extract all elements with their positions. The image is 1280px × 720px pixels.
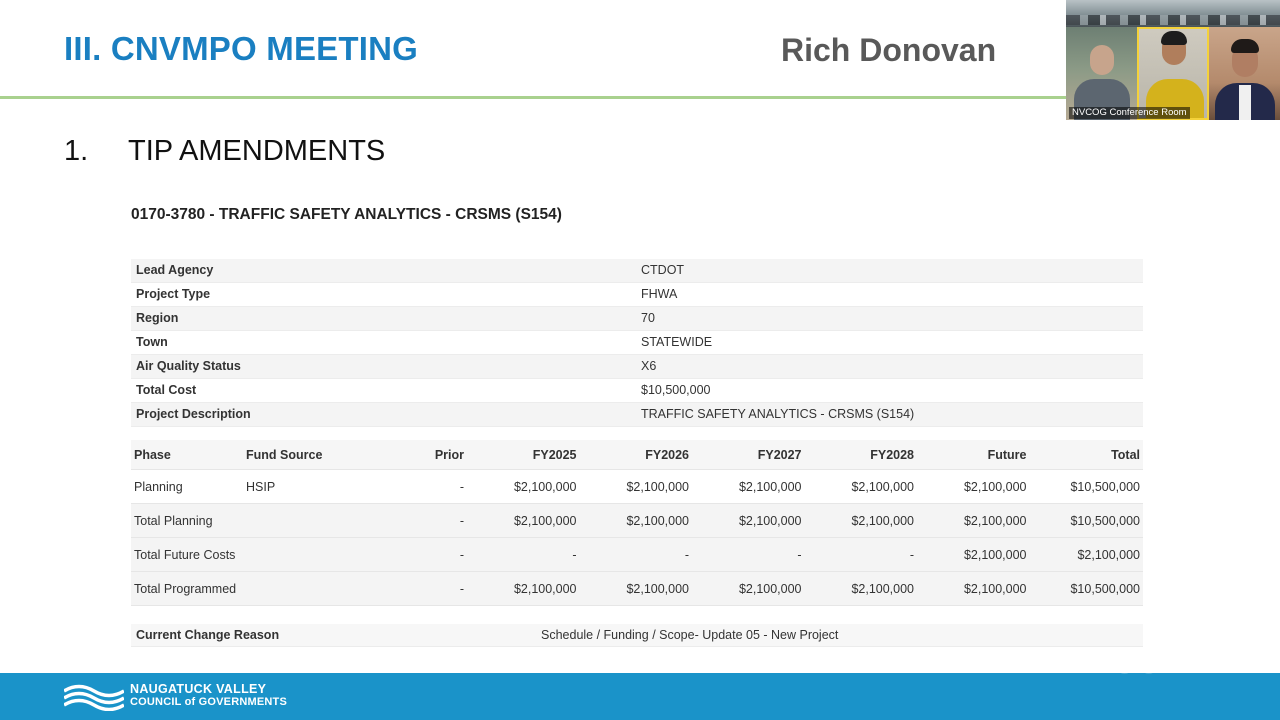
table-cell: $2,100,000 xyxy=(851,479,914,494)
table-cell: - xyxy=(459,581,464,596)
table-cell: HSIP xyxy=(246,479,276,494)
detail-value: 70 xyxy=(636,307,1143,330)
table-row xyxy=(131,470,1143,504)
column-header: Future xyxy=(987,447,1027,462)
detail-label: Lead Agency xyxy=(131,259,636,282)
detail-row-town xyxy=(131,331,1143,355)
table-cell: $10,500,000 xyxy=(1070,513,1140,528)
title-divider xyxy=(0,96,1066,99)
column-header: Total xyxy=(1111,447,1140,462)
column-header: Fund Source xyxy=(246,447,323,462)
detail-label: Region xyxy=(131,307,636,330)
column-header: FY2027 xyxy=(757,447,802,462)
table-row xyxy=(131,538,1143,572)
table-row xyxy=(131,504,1143,538)
zoom-watermark: zoom xyxy=(1093,640,1197,682)
column-header: FY2025 xyxy=(532,447,577,462)
column-header: FY2028 xyxy=(870,447,914,462)
change-reason-label: Current Change Reason xyxy=(136,628,280,642)
participant-hair xyxy=(1231,39,1259,53)
table-cell: $2,100,000 xyxy=(963,581,1027,596)
table-cell: $2,100,000 xyxy=(513,479,577,494)
detail-row-description xyxy=(131,403,1143,427)
detail-label: Air Quality Status xyxy=(131,355,636,378)
detail-value: $10,500,000 xyxy=(641,383,711,397)
table-cell: - xyxy=(459,479,464,494)
slide-title: III. CNVMPO MEETING xyxy=(64,30,418,67)
table-cell: $2,100,000 xyxy=(513,581,577,596)
table-cell: $2,100,000 xyxy=(963,479,1027,494)
detail-row-project-type xyxy=(131,283,1143,307)
table-cell: $2,100,000 xyxy=(963,513,1027,528)
detail-label: Total Cost xyxy=(136,383,197,397)
table-cell: - xyxy=(459,513,464,528)
table-cell: $2,100,000 xyxy=(738,581,802,596)
detail-label: Town xyxy=(136,335,168,349)
funding-table xyxy=(131,440,1143,606)
table-cell: $2,100,000 xyxy=(963,547,1027,562)
table-cell: Total Programmed xyxy=(134,581,237,596)
table-cell: - xyxy=(684,547,689,562)
table-cell: $10,500,000 xyxy=(1070,581,1140,596)
org-name-line2: COUNCIL of GOVERNMENTS xyxy=(130,696,287,708)
section-title: TIP AMENDMENTS xyxy=(128,135,386,167)
video-tile-participant[interactable] xyxy=(1209,27,1280,120)
detail-value: STATEWIDE xyxy=(641,335,713,349)
table-cell: $2,100,000 xyxy=(851,513,914,528)
column-header: Phase xyxy=(134,447,171,462)
table-cell: $2,100,000 xyxy=(738,513,802,528)
gallery-strip-video[interactable] xyxy=(1066,0,1280,27)
table-cell: $2,100,000 xyxy=(626,513,689,528)
participant-shirt xyxy=(1239,85,1251,120)
table-row xyxy=(131,572,1143,606)
org-name-line1: NAUGATUCK VALLEY xyxy=(130,682,267,696)
participant-head xyxy=(1090,45,1114,75)
detail-row-total-cost xyxy=(131,379,1143,403)
detail-row-lead-agency xyxy=(131,259,1143,283)
detail-row-air-quality xyxy=(131,355,1143,379)
column-header: Prior xyxy=(434,447,464,462)
table-cell: $2,100,000 xyxy=(851,581,914,596)
funding-header-row xyxy=(131,440,1143,470)
detail-value: X6 xyxy=(636,355,1143,378)
change-reason-value: Schedule / Funding / Scope- Update 05 - New Project xyxy=(541,628,839,642)
section-number: 1. xyxy=(64,135,89,167)
table-cell: $2,100,000 xyxy=(513,513,577,528)
footer-bar xyxy=(0,673,1280,720)
strip-participants xyxy=(1066,15,1280,25)
table-cell: $2,100,000 xyxy=(626,581,689,596)
table-cell: Planning xyxy=(134,479,183,494)
table-cell: Total Planning xyxy=(134,513,213,528)
table-cell: $2,100,000 xyxy=(1077,547,1140,562)
org-name xyxy=(130,683,287,709)
presenter-name: Rich Donovan xyxy=(781,32,997,68)
video-tile-label: NVCOG Conference Room xyxy=(1069,107,1190,119)
detail-value: CTDOT xyxy=(636,259,1143,282)
change-reason-row xyxy=(131,624,1143,647)
project-header: 0170-3780 - TRAFFIC SAFETY ANALYTICS - CRSMS (S154) xyxy=(131,206,562,223)
detail-value: FHWA xyxy=(641,287,678,301)
table-cell: $2,100,000 xyxy=(626,479,689,494)
detail-value: TRAFFIC SAFETY ANALYTICS - CRSMS (S154) xyxy=(636,403,1143,426)
table-cell: - xyxy=(459,547,464,562)
detail-label: Project Type xyxy=(136,287,211,301)
table-cell: - xyxy=(797,547,802,562)
table-cell: - xyxy=(572,547,577,562)
wave-logo-icon xyxy=(64,683,124,711)
project-detail-table xyxy=(131,259,1143,427)
column-header: FY2026 xyxy=(645,447,689,462)
detail-row-region xyxy=(131,307,1143,331)
participant-hair xyxy=(1161,31,1187,45)
detail-label: Project Description xyxy=(131,403,636,426)
table-cell: $10,500,000 xyxy=(1070,479,1140,494)
table-cell: Total Future Costs xyxy=(134,547,236,562)
table-cell: $2,100,000 xyxy=(738,479,802,494)
table-cell: - xyxy=(909,547,914,562)
